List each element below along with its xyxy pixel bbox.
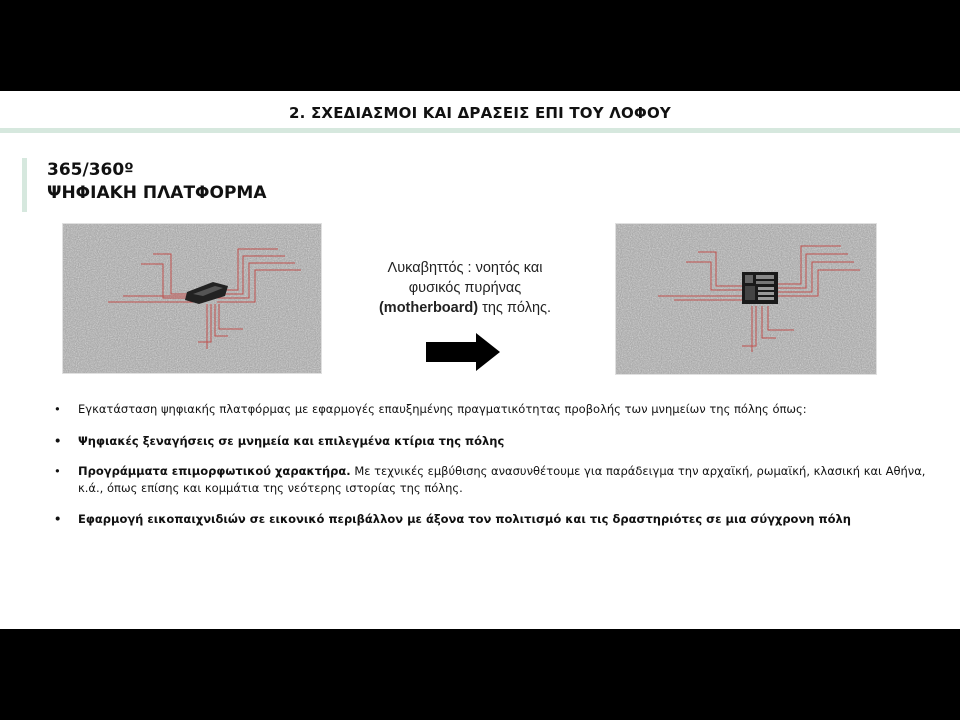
bullet-item: • Προγράμματα επιμορφωτικού χαρακτήρα. Με τεχνικές εμβύθισης ανασυνθέτουμε για παράδειγμα την αρχαϊκή, ρωμαϊκή, κλασική και Αθήνα, κ.ά., όπως επίσης και κομμάτια της νεότερης ιστορίας της πόλης.	[54, 464, 926, 495]
caption-bold: (motherboard)	[378, 300, 479, 316]
header-divider	[0, 128, 960, 133]
bullet-text: Εγκατάσταση ψηφιακής πλατφόρμας με εφαρμογές επαυξημένης πραγματικότητας προβολής των μνημείων της πόλης όπως:	[78, 402, 807, 416]
aerial-map-image-left	[62, 223, 322, 374]
caption-line2: φυσικός πυρήνας	[408, 280, 522, 296]
caption-line1: Λυκαβηττός : νοητός και	[387, 260, 543, 276]
bullet-text: Με τεχνικές εμβύθισης ανασυνθέτουμε για παράδειγμα την αρχαϊκή, ρωμαϊκή, κλασική και Αθήνα, κ.ά., όπως επίσης και κομμάτια της νεότερης ιστορίας της πόλης.	[78, 464, 926, 495]
bullet-text: Ψηφιακές ξεναγήσεις σε μνημεία και επιλεγμένα κτίρια της πόλης	[78, 434, 505, 448]
header-title: 2. ΣΧΕΔΙΑΣΜΟΙ ΚΑΙ ΔΡΑΣΕΙΣ ΕΠΙ ΤΟΥ ΛΟΦΟΥ	[289, 104, 671, 122]
section-title	[47, 159, 267, 205]
caption-text	[350, 258, 580, 318]
bullet-text: Εφαρμογή εικοπαιχνιδιών σε εικονικό περιβάλλον με άξονα τον πολιτισμό και τις δραστηριότες σε μια σύγχρονη πόλη	[78, 512, 851, 526]
bullet-list	[52, 401, 932, 528]
right-arrow-icon	[424, 332, 502, 377]
section-accent-bar	[22, 158, 27, 212]
section-title-line1: 365/360º	[47, 160, 134, 180]
slide	[0, 91, 960, 629]
bullet-item: • Εφαρμογή εικοπαιχνιδιών σε εικονικό περιβάλλον με άξονα τον πολιτισμό και τις δραστηριότες σε μια σύγχρονη πόλη	[54, 512, 851, 526]
section-title-line2: ΨΗΦΙΑΚΗ ΠΛΑΤΦΟΡΜΑ	[47, 183, 267, 203]
caption-rest: της πόλης.	[478, 300, 552, 316]
bullet-item: • Ψηφιακές ξεναγήσεις σε μνημεία και επιλεγμένα κτίρια της πόλης	[54, 434, 505, 448]
bullet-lead: Προγράμματα επιμορφωτικού χαρακτήρα.	[78, 464, 351, 478]
aerial-map-image-right	[615, 223, 877, 375]
caption-line3	[350, 298, 580, 318]
motherboard-icon	[742, 272, 778, 304]
bullet-item: • Εγκατάσταση ψηφιακής πλατφόρμας με εφαρμογές επαυξημένης πραγματικότητας προβολής των μνημείων της πόλης όπως:	[54, 402, 807, 416]
